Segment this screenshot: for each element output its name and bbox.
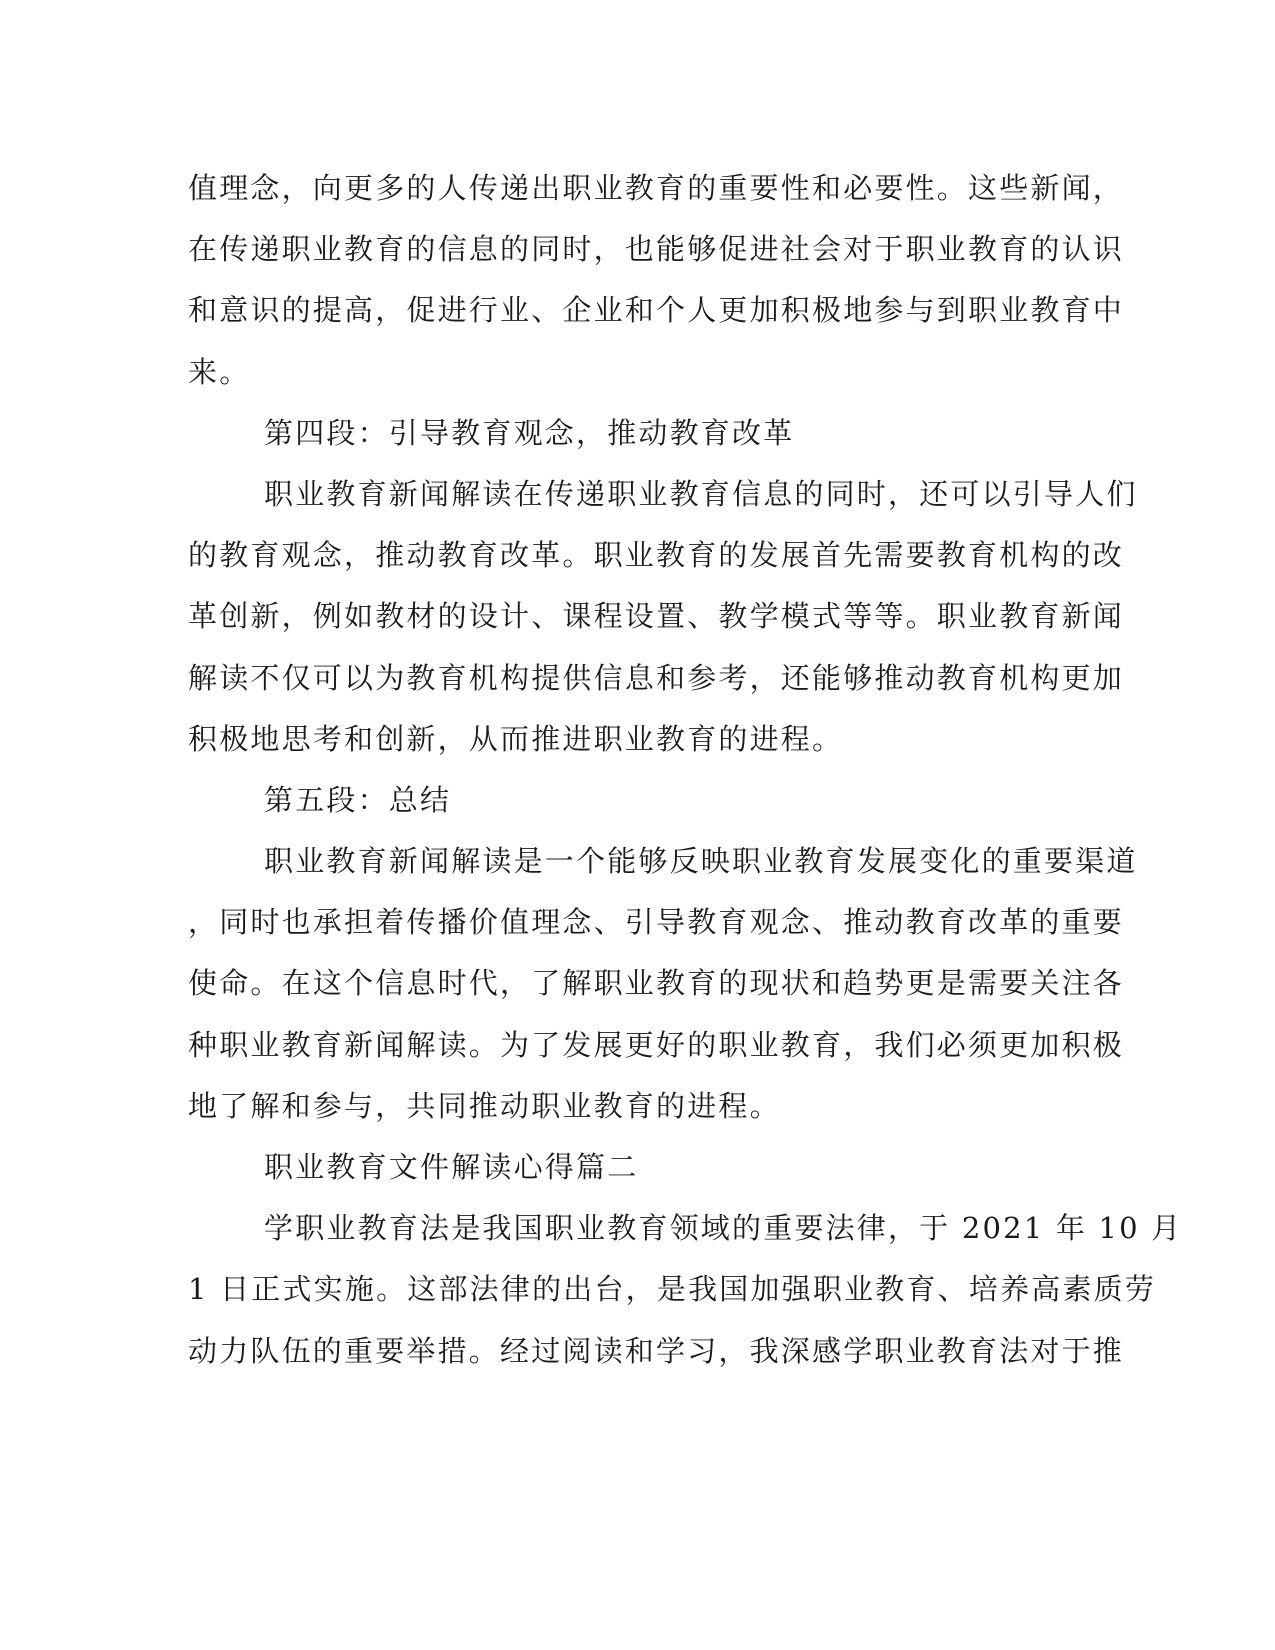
text-line: 动力队伍的重要举措。经过阅读和学习，我深感学职业教育法对于推 — [188, 1333, 1125, 1368]
text-line: 在传递职业教育的信息的同时，也能够促进社会对于职业教育的认识 — [188, 232, 1125, 267]
text-line: 和意识的提高，促进行业、企业和个人更加积极地参与到职业教育中 — [188, 293, 1125, 328]
text-line: 积极地思考和创新，从而推进职业教育的进程。 — [188, 721, 844, 756]
text-line: 1 日正式实施。这部法律的出台，是我国加强职业教育、培养高素质劳 — [188, 1272, 1157, 1307]
text-line: 值理念，向更多的人传递出职业教育的重要性和必要性。这些新闻， — [188, 171, 1125, 205]
text-line: 种职业教育新闻解读。为了发展更好的职业教育，我们必须更加积极 — [188, 1027, 1125, 1062]
text-line: 职业教育新闻解读是一个能够反映职业教育发展变化的重要渠道 — [264, 844, 1138, 879]
text-line: 地了解和参与，共同推动职业教育的进程。 — [188, 1088, 781, 1123]
document-body — [188, 158, 1183, 1382]
article-title: 职业教育文件解读心得篇二 — [264, 1150, 639, 1184]
text-line: 解读不仅可以为教育机构提供信息和参考，还能够推动教育机构更加 — [188, 660, 1125, 695]
text-line: 革创新，例如教材的设计、课程设置、教学模式等等。职业教育新闻 — [188, 599, 1125, 634]
text-line: 学职业教育法是我国职业教育领域的重要法律，于 2021 年 10 月 — [264, 1211, 1183, 1246]
text-line: ，同时也承担着传播价值理念、引导教育观念、推动教育改革的重要 — [188, 905, 1125, 940]
text-line: 来。 — [188, 354, 251, 389]
section-heading-5: 第五段：总结 — [264, 782, 452, 817]
section-heading-4: 第四段：引导教育观念，推动教育改革 — [264, 415, 795, 450]
text-line: 职业教育新闻解读在传递职业教育信息的同时，还可以引导人们 — [264, 476, 1138, 511]
text-line: 的教育观念，推动教育改革。职业教育的发展首先需要教育机构的改 — [188, 538, 1125, 573]
text-line: 使命。在这个信息时代，了解职业教育的现状和趋势更是需要关注各 — [188, 966, 1125, 1001]
